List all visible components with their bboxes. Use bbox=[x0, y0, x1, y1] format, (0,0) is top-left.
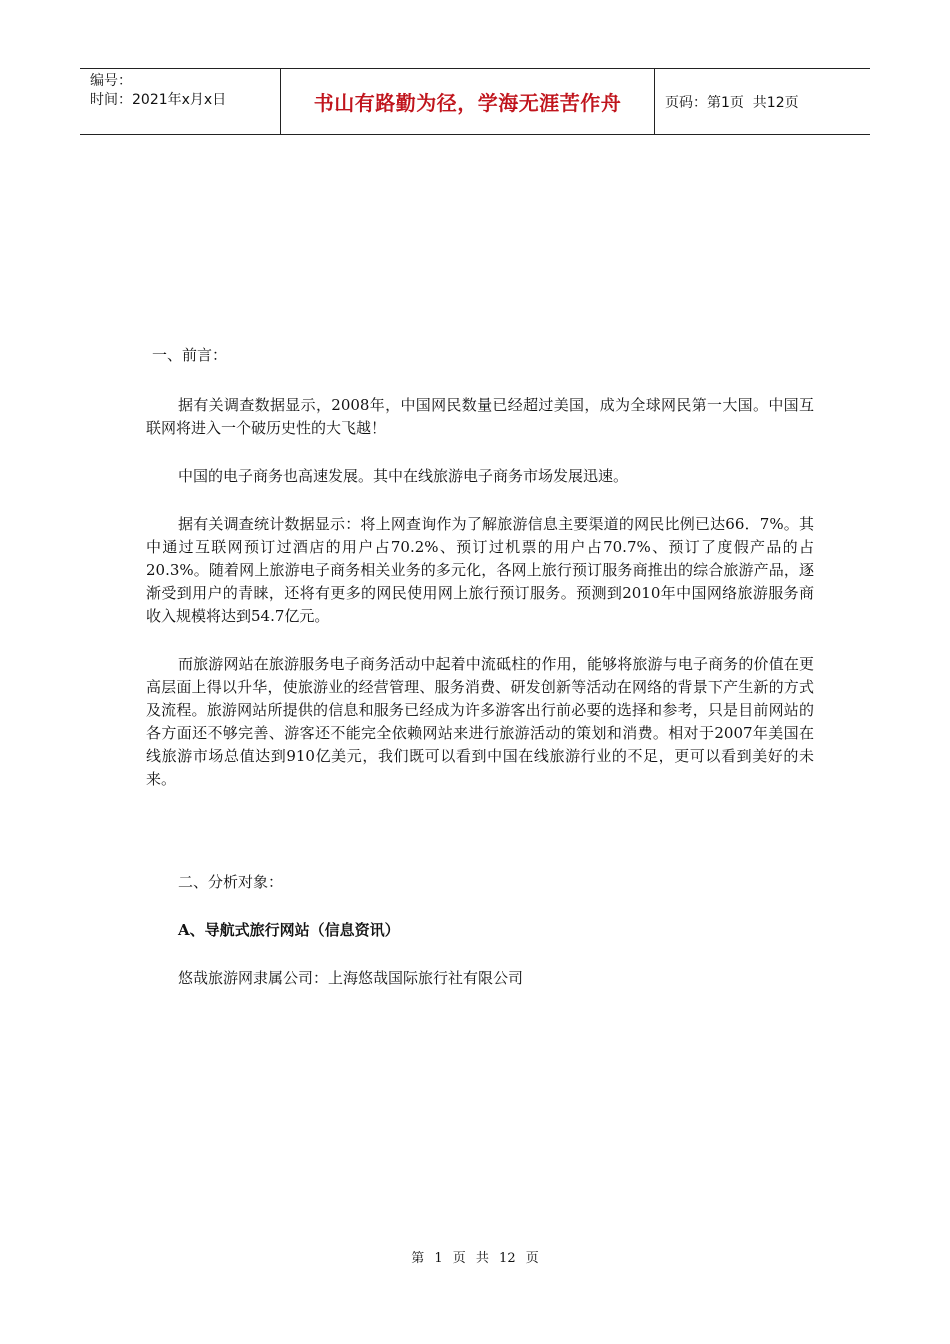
motto-text: 书山有路勤为径，学海无涯苦作舟 bbox=[313, 91, 622, 115]
number-label: 编号： bbox=[90, 73, 132, 89]
preface-paragraph-1: 据有关调查数据显示，2008年，中国网民数量已经超过美国，成为全球网民第一大国。中国互联网将进入一个破历史性的大飞越！ bbox=[146, 396, 814, 437]
analysis-heading: 二、分析对象： bbox=[178, 873, 284, 891]
preface-paragraph-4: 而旅游网站在旅游服务电子商务活动中起着中流砥柱的作用，能够将旅游与电子商务的价值在更高层面上得以升华，使旅游业的经营管理、服务消费、研发创新等活动在网络的背景下产生新的方式及流程。旅游网站所提供的信息和服务已经成为许多游客出行前必要的选择和参考，只是目前网站的各方面还不够完善、游客还不能完全依赖网站来进行旅游活动的策划和消费。相对于2007年美国在线旅游市场总值达到910亿美元，我们既可以看到中国在线旅游行业的不足，更可以看到美好的未来。 bbox=[146, 655, 814, 788]
date-label: 时间：2021年x月x日 bbox=[90, 92, 227, 108]
page-footer bbox=[0, 1247, 950, 1266]
footer-page-number: 第 1 页 共 12 页 bbox=[411, 1251, 539, 1266]
header-motto-cell bbox=[281, 69, 655, 134]
preface-paragraph-2: 中国的电子商务也高速发展。其中在线旅游电子商务市场发展迅速。 bbox=[178, 467, 629, 485]
preface-heading: 一、前言： bbox=[152, 346, 228, 364]
page-header bbox=[80, 68, 870, 135]
analysis-line-1: 悠哉旅游网隶属公司：上海悠哉国际旅行社有限公司 bbox=[178, 969, 524, 987]
header-page-cell bbox=[655, 69, 870, 134]
analysis-subheading-a: A、导航式旅行网站（信息资讯） bbox=[178, 921, 400, 939]
header-meta-cell bbox=[80, 69, 281, 134]
preface-paragraph-3: 据有关调查统计数据显示：将上网查询作为了解旅游信息主要渠道的网民比例已达66．7%。其中通过互联网预订过酒店的用户占70.2%、预订过机票的用户占70.7%、预订了度假产品的占20.3%。随着网上旅游电子商务相关业务的多元化，各网上旅行预订服务商推出的综合旅游产品，逐渐受到用户的青睐，还将有更多的网民使用网上旅行预订服务。预测到2010年中国网络旅游服务商收入规模将达到54.7亿元。 bbox=[146, 515, 814, 625]
page-info: 页码：第1页 共12页 bbox=[665, 94, 799, 111]
document-body bbox=[146, 344, 814, 990]
